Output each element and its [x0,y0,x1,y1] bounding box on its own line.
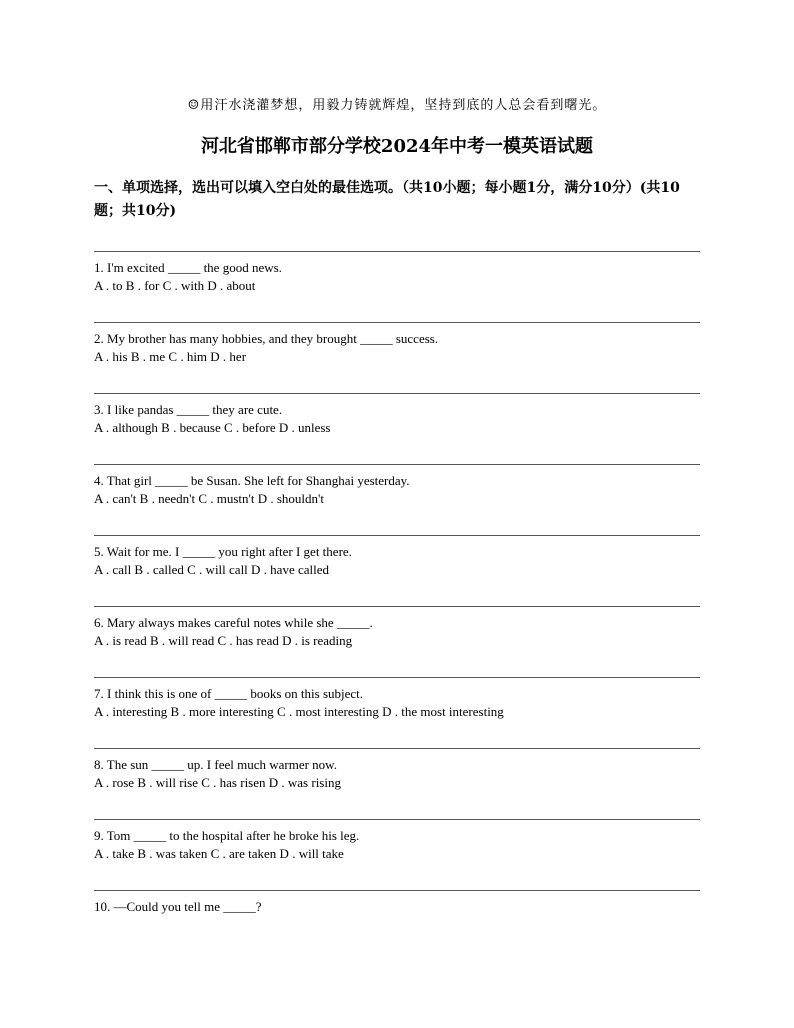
question-stem: 4. That girl _____ be Susan. She left for Shanghai yesterday. [94,473,410,488]
section-heading: 一、单项选择，选出可以填入空白处的最佳选项。（共10小题；每小题1分，满分10分）(共10题；共10分) [94,180,680,219]
question-10 [94,890,700,961]
question-8 [94,748,700,819]
question-7 [94,677,700,748]
question-options: A . rose B . will rise C . has risen D . was rising [94,775,341,790]
question-stem: 5. Wait for me. I _____ you right after I get there. [94,544,352,559]
question-options: A . to B . for C . with D . about [94,278,256,293]
question-options: A . can't B . needn't C . mustn't D . shouldn't [94,491,325,506]
question-3 [94,393,700,464]
question-stem: 3. I like pandas _____ they are cute. [94,402,283,417]
question-list [94,251,700,961]
question-stem: 2. My brother has many hobbies, and they brought _____ success. [94,331,439,346]
question-options: A . call B . called C . will call D . have called [94,562,330,577]
question-1 [94,251,700,322]
question-stem: 6. Mary always makes careful notes while she _____. [94,615,373,630]
question-options: A . although B . because C . before D . unless [94,420,331,435]
question-6 [94,606,700,677]
question-2 [94,322,700,393]
question-stem: 7. I think this is one of _____ books on this subject. [94,686,364,701]
question-options: A . take B . was taken C . are taken D . will take [94,846,344,861]
question-options: A . is read B . will read C . has read D . is reading [94,633,353,648]
question-options: A . his B . me C . him D . her [94,349,247,364]
question-stem: 10. —Could you tell me _____? [94,899,262,914]
question-4 [94,464,700,535]
question-options: A . interesting B . more interesting C . most interesting D . the most interesting [94,704,504,719]
question-5 [94,535,700,606]
question-stem: 8. The sun _____ up. I feel much warmer now. [94,757,337,772]
question-9 [94,819,700,890]
motto-line: ☺用汗水浇灌梦想，用毅力铸就辉煌，坚持到底的人总会看到曙光。 [187,98,607,113]
question-stem: 9. Tom _____ to the hospital after he broke his leg. [94,828,360,843]
question-stem: 1. I'm excited _____ the good news. [94,260,282,275]
page-title: 河北省邯郸市部分学校2024年中考一模英语试题 [200,136,594,157]
